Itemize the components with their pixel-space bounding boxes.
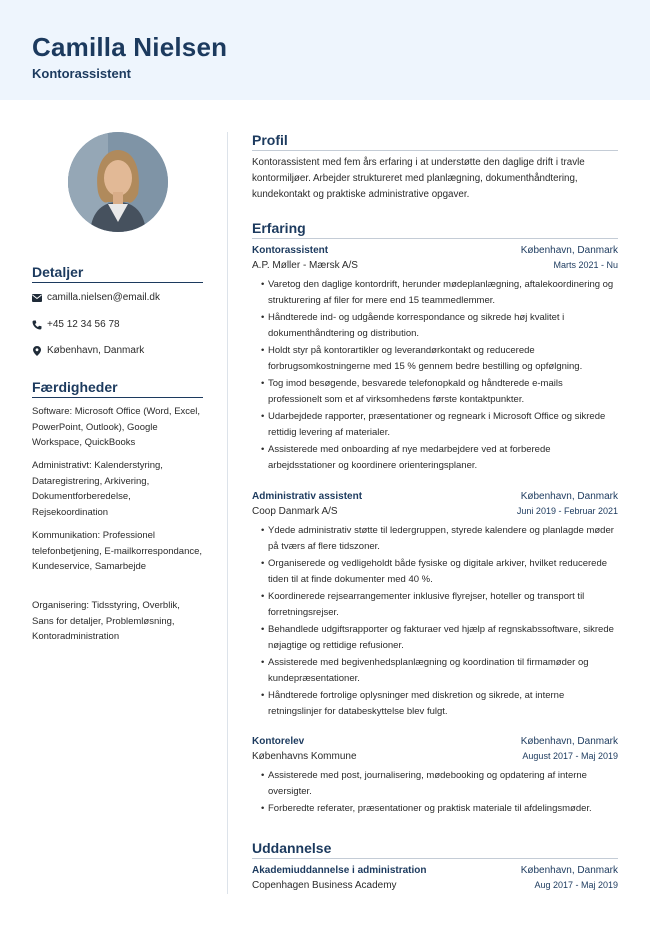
job-bullet: • Assisterede med begivenhedsplanlægning og koordination til firmamøder og kundepræsentationer.	[268, 655, 618, 687]
job-company: Coop Danmark A/S	[252, 506, 338, 517]
job-bullet: • Håndterede ind- og udgående korrespondance og sikrede høj kvalitet i dokumenthåndtering og distribution.	[268, 310, 618, 342]
resume-header	[0, 0, 650, 100]
profile-photo	[68, 132, 168, 232]
job-title: Kontorassistent	[252, 245, 329, 256]
skill-software: Software: Microsoft Office (Word, Excel, PowerPoint, Outlook), Google Workspace, QuickBooks	[32, 406, 201, 448]
skill-communication: Kommunikation: Professionel telefonbetjening, E-mailkorrespondance, Kundeservice, Samarbejde	[32, 530, 203, 572]
job-title: Kontorelev	[252, 736, 305, 747]
job-dates: Marts 2021 - Nu	[553, 260, 618, 270]
job-location: København, Danmark	[520, 245, 618, 256]
job-bullet: • Koordinerede rejsearrangementer inklusive flyrejser, hoteller og transport til forretningsrejser.	[268, 589, 618, 621]
job-bullet-list	[252, 277, 618, 474]
person-name: Camilla Nielsen	[32, 32, 228, 62]
education-school: Copenhagen Business Academy	[252, 880, 397, 891]
job-location: København, Danmark	[520, 491, 618, 502]
location-row	[32, 345, 144, 356]
skills-heading: Færdigheder	[32, 379, 203, 398]
job-role: Kontorassistent	[32, 66, 131, 81]
job-bullet: • Ydede administrativ støtte til ledergruppen, styrede kalendere og planlagde møder på tværs af flere tidszoner.	[268, 523, 618, 555]
location-text: København, Danmark	[47, 345, 145, 356]
phone-icon	[32, 320, 42, 330]
job-company: A.P. Møller - Mærsk A/S	[252, 260, 358, 271]
email-row[interactable]	[32, 292, 160, 303]
job-company: Københavns Kommune	[252, 751, 357, 762]
skill-organization: Organisering: Tidsstyring, Overblik, Sans for detaljer, Problemløsning, Kontoradministration	[32, 600, 180, 642]
job-dates: Juni 2019 - Februar 2021	[516, 506, 618, 516]
experience-heading: Erfaring	[252, 220, 618, 239]
job-bullet: • Assisterede med onboarding af nye medarbejdere ved at forberede arbejdsstationer og koordinere orienteringsplaner.	[268, 442, 618, 474]
education-entry	[252, 863, 618, 893]
job-bullet: • Organiserede og vedligeholdt både fysiske og digitale arkiver, hvilket reducerede tiden til at finde dokumenter med 40 %.	[268, 556, 618, 588]
job-entry	[252, 489, 618, 721]
phone-text: +45 12 34 56 78	[47, 319, 120, 330]
email-text: camilla.nielsen@email.dk	[47, 292, 160, 303]
profile-heading: Profil	[252, 132, 618, 151]
job-bullet-list	[252, 768, 618, 817]
profile-summary: Kontorassistent med fem års erfaring i at understøtte den daglige drift i travle kontormiljøer. Arbejder struktureret med planlægning, dokumenthåndtering, kundekontakt og praktiske administrative opgaver.	[252, 157, 585, 200]
details-heading: Detaljer	[32, 264, 203, 283]
job-location: København, Danmark	[520, 736, 618, 747]
job-entry	[252, 243, 618, 475]
envelope-icon	[32, 293, 42, 303]
location-pin-icon	[32, 346, 42, 356]
education-dates: Aug 2017 - Maj 2019	[534, 880, 618, 890]
skill-administrative: Administrativt: Kalenderstyring, Dataregistrering, Arkivering, Dokumentforberedelse, Rejsekoordination	[32, 460, 163, 518]
job-title: Administrativ assistent	[252, 491, 363, 502]
job-bullet: • Udarbejdede rapporter, præsentationer og regneark i Microsoft Office og sikrede rettidig levering af materialer.	[268, 409, 618, 441]
portrait-image	[68, 132, 168, 232]
job-bullet: • Forberedte referater, præsentationer og praktisk materiale til afdelingsmøder.	[268, 801, 618, 817]
job-entry	[252, 734, 618, 818]
job-bullet: • Tog imod besøgende, besvarede telefonopkald og håndterede e-mails professionelt som et af virksomhedens første kontaktpunkter.	[268, 376, 618, 408]
job-bullet: • Håndterede fortrolige oplysninger med diskretion og sikrede, at interne retningslinjer for databeskyttelse blev fulgt.	[268, 688, 618, 720]
job-dates: August 2017 - Maj 2019	[522, 751, 618, 761]
job-bullet: • Holdt styr på kontorartikler og leverandørkontakt og reducerede forbrugsomkostningerne med 15 % gennem bedre bestilling og opfølgning.	[268, 343, 618, 375]
education-heading: Uddannelse	[252, 840, 618, 859]
phone-row[interactable]	[32, 319, 120, 330]
education-title: Akademiuddannelse i administration	[252, 865, 427, 876]
job-bullet-list	[252, 523, 618, 720]
job-bullet: • Varetog den daglige kontordrift, herunder mødeplanlægning, aftalekoordinering og strukturering af filer for mere end 15 teammedlemmer.	[268, 277, 618, 309]
job-bullet: • Behandlede udgiftsrapporter og fakturaer ved hjælp af regnskabssoftware, sikrede nøjagtige og rettidige refusioner.	[268, 622, 618, 654]
education-location: København, Danmark	[520, 865, 618, 876]
column-divider	[227, 132, 228, 894]
job-bullet: • Assisterede med post, journalisering, mødebooking og opdatering af interne oversigter.	[268, 768, 618, 800]
